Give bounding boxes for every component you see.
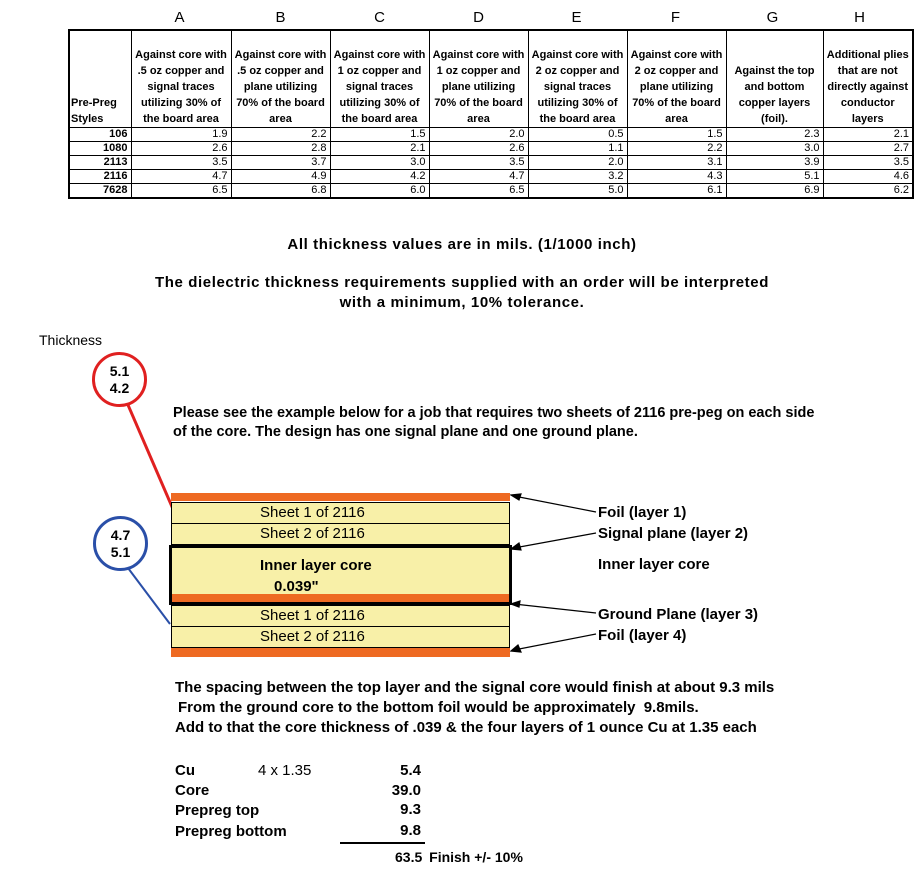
arrow-foil1	[514, 496, 596, 512]
tolerance-note-line2: with a minimum, 10% tolerance.	[339, 294, 585, 311]
prepreg-sheet2-bottom: Sheet 2 of 2116	[171, 626, 510, 648]
calc-label-prepreg-bottom: Prepreg bottom	[175, 823, 287, 840]
prepreg-style-cell: 2116	[69, 170, 131, 184]
calc-value-prepreg-top: 9.3	[400, 801, 421, 818]
thickness-cell: 6.0	[330, 184, 429, 199]
top-circle-value2: 4.2	[109, 380, 130, 396]
thickness-cell: 2.2	[231, 128, 330, 142]
calc-label-core: Core	[175, 782, 210, 799]
header-col-d: Against core with 1 oz copper and plane utilizing 70% of the board area	[429, 30, 528, 128]
example-line1: Please see the example below for a job that requires two sheets of 2116 pre-peg on each side	[173, 405, 815, 421]
thickness-cell: 3.5	[429, 156, 528, 170]
column-letter-c: C	[374, 9, 385, 26]
thickness-cell: 6.5	[429, 184, 528, 199]
thickness-cell: 3.0	[330, 156, 429, 170]
core-label: Inner layer core	[260, 557, 372, 574]
summary-line2-unit: mils.	[664, 699, 699, 716]
summary-line2	[178, 699, 699, 716]
thickness-cell: 4.7	[131, 170, 231, 184]
thickness-cell: 2.0	[429, 128, 528, 142]
thickness-cell: 2.1	[823, 128, 913, 142]
calc-total-value: 63.5	[395, 849, 423, 865]
core-thickness: 0.039"	[274, 578, 319, 595]
column-letter-a: A	[174, 9, 185, 26]
thickness-cell: 4.9	[231, 170, 330, 184]
thickness-cell: 5.0	[528, 184, 627, 199]
column-letter-g: G	[766, 9, 779, 26]
prepreg-style-cell: 7628	[69, 184, 131, 199]
summary-line2-value: 9.8	[643, 699, 665, 716]
thickness-cell: 6.1	[627, 184, 726, 199]
ground-plane-copper	[172, 594, 509, 602]
units-note: All thickness values are in mils. (1/1000 inch)	[287, 236, 637, 253]
red-connector-line	[125, 398, 176, 516]
thickness-cell: 3.5	[131, 156, 231, 170]
top-circle-value1: 5.1	[109, 363, 130, 379]
thickness-cell: 6.2	[823, 184, 913, 199]
label-foil-layer4: Foil (layer 4)	[598, 627, 687, 644]
arrow-ground	[514, 604, 596, 613]
arrow-signal	[514, 533, 596, 548]
thickness-cell: 1.5	[330, 128, 429, 142]
thickness-cell: 3.9	[726, 156, 823, 170]
foil-layer-1	[171, 493, 510, 501]
thickness-cell: 5.1	[726, 170, 823, 184]
arrow-ground-head	[511, 601, 520, 607]
arrow-foil4	[514, 634, 596, 650]
thickness-cell: 2.1	[330, 142, 429, 156]
header-col-g: Against the top and bottom copper layers (foil).	[726, 30, 823, 128]
prepreg-sheet1-top: Sheet 1 of 2116	[171, 502, 510, 524]
thickness-cell: 2.3	[726, 128, 823, 142]
label-signal-plane: Signal plane (layer 2)	[598, 525, 749, 542]
thickness-cell: 1.9	[131, 128, 231, 142]
thickness-cell: 3.5	[823, 156, 913, 170]
thickness-cell: 2.2	[627, 142, 726, 156]
header-col-f: Against core with 2 oz copper and plane utilizing 70% of the board area	[627, 30, 726, 128]
thickness-cell: 3.1	[627, 156, 726, 170]
calc-value-core: 39.0	[391, 782, 421, 799]
bottom-circle-value2: 5.1	[110, 544, 131, 560]
calc-finish: Finish +/- 10%	[429, 849, 523, 865]
thickness-cell: 4.2	[330, 170, 429, 184]
arrow-signal-head	[511, 543, 521, 550]
prepreg-style-cell: 106	[69, 128, 131, 142]
calc-detail-cu: 4 x 1.35	[258, 762, 312, 779]
column-letter-d: D	[473, 9, 484, 26]
calc-label-cu: Cu	[175, 762, 195, 779]
thickness-cell: 6.8	[231, 184, 330, 199]
calc-value-prepreg-bottom: 9.8	[400, 822, 421, 839]
thickness-label: Thickness	[39, 332, 103, 348]
top-thickness-circle	[92, 352, 147, 407]
example-line2: of the core. The design has one signal plane and one ground plane.	[173, 424, 638, 440]
thickness-cell: 3.7	[231, 156, 330, 170]
column-letter-h: H	[854, 9, 865, 26]
thickness-cell: 4.7	[429, 170, 528, 184]
arrow-foil4-head	[511, 645, 521, 652]
thickness-cell: 2.0	[528, 156, 627, 170]
header-prepreg-styles: Pre-Preg Styles	[69, 30, 131, 128]
column-letter-b: B	[275, 9, 286, 26]
header-col-b: Against core with .5 oz copper and plane utilizing 70% of the board area	[231, 30, 330, 128]
header-col-e: Against core with 2 oz copper and signal traces utilizing 30% of the board area	[528, 30, 627, 128]
column-letter-e: E	[571, 9, 582, 26]
prepreg-style-cell: 1080	[69, 142, 131, 156]
header-col-c: Against core with 1 oz copper and signal traces utilizing 30% of the board area	[330, 30, 429, 128]
thickness-cell: 1.1	[528, 142, 627, 156]
header-col-a: Against core with .5 oz copper and signal traces utilizing 30% of the board area	[131, 30, 231, 128]
thickness-cell: 4.3	[627, 170, 726, 184]
thickness-cell: 4.6	[823, 170, 913, 184]
calc-label-prepreg-top: Prepreg top	[175, 802, 260, 819]
calc-value-cu: 5.4	[400, 762, 421, 779]
thickness-cell: 6.9	[726, 184, 823, 199]
thickness-cell: 3.0	[726, 142, 823, 156]
prepreg-sheet1-bottom: Sheet 1 of 2116	[171, 605, 510, 627]
prepreg-style-cell: 2113	[69, 156, 131, 170]
label-inner-core: Inner layer core	[598, 556, 710, 573]
thickness-cell: 2.7	[823, 142, 913, 156]
tolerance-note-line1: The dielectric thickness requirements supplied with an order will be interpreted	[155, 274, 769, 291]
summary-line3: Add to that the core thickness of .039 & the four layers of 1 ounce Cu at 1.35 each	[175, 719, 757, 736]
label-ground-plane: Ground Plane (layer 3)	[598, 606, 759, 623]
calc-total	[395, 847, 523, 867]
bottom-thickness-circle	[93, 516, 148, 571]
inner-layer-core	[169, 545, 512, 605]
thickness-cell: 3.2	[528, 170, 627, 184]
thickness-cell: 0.5	[528, 128, 627, 142]
summary-line2-text: From the ground core to the bottom foil would be approximately	[178, 699, 636, 716]
label-foil-layer1: Foil (layer 1)	[598, 504, 687, 521]
bottom-circle-value1: 4.7	[110, 527, 131, 543]
blue-connector-line	[128, 568, 170, 624]
thickness-cell: 1.5	[627, 128, 726, 142]
thickness-cell: 2.8	[231, 142, 330, 156]
thickness-cell: 6.5	[131, 184, 231, 199]
foil-layer-4	[171, 648, 510, 657]
arrow-foil1-head	[511, 494, 521, 500]
header-col-h: Additional plies that are not directly against conductor layers	[823, 30, 913, 128]
thickness-cell: 2.6	[429, 142, 528, 156]
thickness-cell: 2.6	[131, 142, 231, 156]
prepreg-sheet2-top: Sheet 2 of 2116	[171, 523, 510, 545]
summary-line1: The spacing between the top layer and the signal core would finish at about 9.3 mils	[175, 679, 775, 696]
column-letter-f: F	[670, 9, 681, 26]
